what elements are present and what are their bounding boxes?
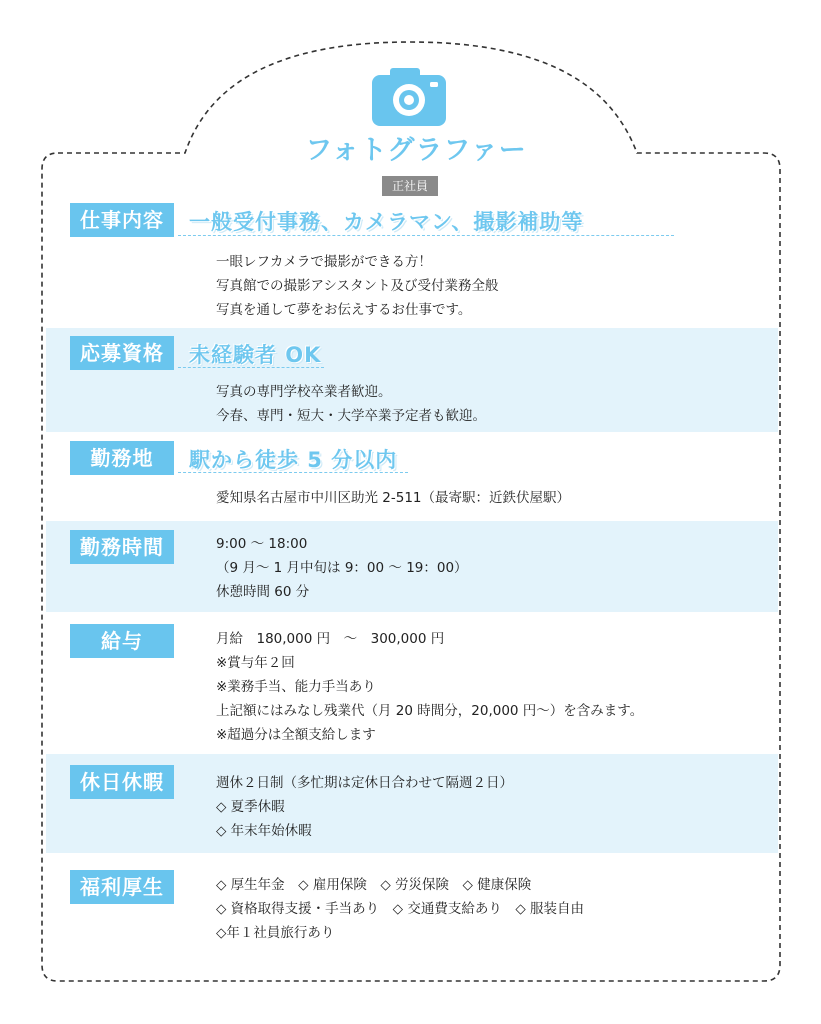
lines-location [216, 486, 570, 510]
camera-icon [372, 68, 446, 126]
lines-working-hours [216, 532, 468, 604]
text-line: 写真の専門学校卒業者歓迎。 [216, 384, 392, 400]
text-line: 9:00 ～ 18:00 [216, 536, 308, 552]
label-benefits: 福利厚生 [70, 870, 174, 904]
label-working-hours: 勤務時間 [70, 530, 174, 564]
label-job-description: 仕事内容 [70, 203, 174, 237]
text-line: ◇年１社員旅行あり [216, 925, 335, 941]
text-line: 上記額にはみなし残業代（月 20 時間分，20,000 円～）を含みます。 [216, 703, 644, 719]
label-qualifications: 応募資格 [70, 336, 174, 370]
lines-benefits [216, 873, 584, 945]
text-line: 休憩時間 60 分 [216, 584, 310, 600]
text-line: 写真を通して夢をお伝えするお仕事です。 [216, 302, 472, 318]
text-line: ※業務手当、能力手当あり [216, 679, 376, 695]
lines-qualifications [216, 380, 486, 428]
text-line: ◇ 夏季休暇 [216, 799, 285, 815]
headline-location: 駅から徒歩 5 分以内 [189, 448, 398, 472]
headline-underline [178, 235, 674, 236]
text-line: ◇ 年末年始休暇 [216, 823, 312, 839]
lines-holidays [216, 771, 513, 843]
lines-salary [216, 627, 643, 747]
text-line: ※超過分は全額支給します [216, 727, 376, 743]
text-line: 週休２日制（多忙期は定休日合わせて隔週２日） [216, 775, 513, 791]
text-line: ◇ 厚生年金 ◇ 雇用保険 ◇ 労災保険 ◇ 健康保険 [216, 877, 532, 893]
label-location: 勤務地 [70, 441, 174, 475]
text-line: ◇ 資格取得支援・手当あり ◇ 交通費支給あり ◇ 服装自由 [216, 901, 585, 917]
lines-job-description [216, 250, 499, 322]
text-line: 愛知県名古屋市中川区助光 2-511（最寄駅：近鉄伏屋駅） [216, 490, 571, 506]
text-line: 今春、専門・短大・大学卒業予定者も歓迎。 [216, 408, 486, 424]
label-holidays: 休日休暇 [70, 765, 174, 799]
job-title: フォトグラファー [305, 135, 527, 166]
headline-job-description: 一般受付事務、カメラマン、撮影補助等 [189, 210, 584, 234]
headline-underline [178, 472, 408, 473]
text-line: 月給 180,000 円 ～ 300,000 円 [216, 631, 445, 647]
text-line: （9 月～ 1 月中旬は 9：00 ～ 19：00） [216, 560, 468, 576]
employment-type-badge: 正社員 [382, 176, 438, 196]
label-salary: 給与 [70, 624, 174, 658]
headline-qualifications: 未経験者 OK [189, 343, 322, 367]
text-line: 写真館での撮影アシスタント及び受付業務全般 [216, 278, 499, 294]
text-line: 一眼レフカメラで撮影ができる方！ [216, 254, 432, 270]
headline-underline [178, 367, 324, 368]
text-line: ※賞与年２回 [216, 655, 295, 671]
